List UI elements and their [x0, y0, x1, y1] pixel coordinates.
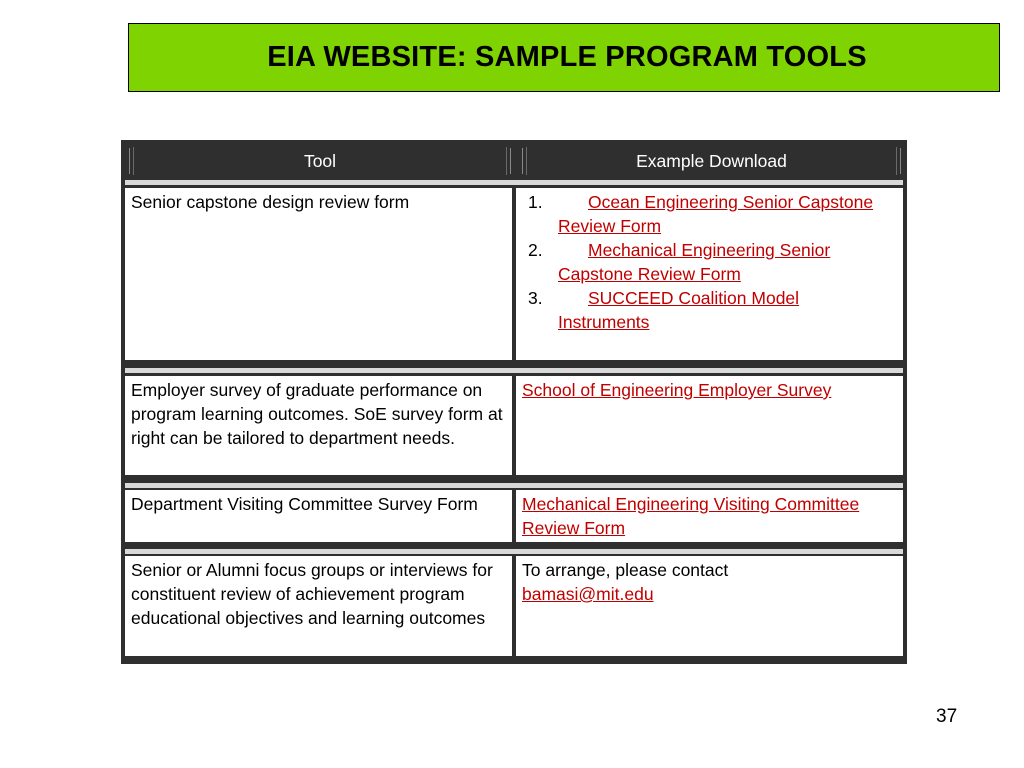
row-separator [125, 549, 903, 554]
table-row-4-download [516, 556, 903, 656]
mechanical-engineering-capstone-link[interactable]: Mechanical Engineering Senior Capstone Review Form [558, 240, 831, 284]
table-row-2-download [516, 376, 903, 475]
table-row-1-download [516, 188, 903, 360]
tool-text: Department Visiting Committee Survey Form [131, 494, 478, 514]
contact-email-link[interactable]: bamasi@mit.edu [522, 584, 654, 604]
table-row-1-tool [125, 188, 512, 360]
list-item [522, 286, 895, 334]
employer-survey-link[interactable]: School of Engineering Employer Survey [522, 380, 832, 400]
ocean-engineering-capstone-link[interactable]: Ocean Engineering Senior Capstone Review Form [558, 192, 874, 236]
list-number: 1. [528, 192, 543, 212]
table-row-3-tool [125, 490, 512, 542]
list-number: 2. [528, 240, 543, 260]
table-row-2-tool [125, 376, 512, 475]
tool-text: Senior or Alumni focus groups or interviews for constituent review of achievement program educational objectives and learning outcomes [131, 560, 493, 628]
row-separator [125, 368, 903, 373]
tool-text: Senior capstone design review form [131, 192, 410, 212]
list-number: 3. [528, 288, 543, 308]
title-banner [128, 23, 1000, 92]
succeed-coalition-link[interactable]: SUCCEED Coalition Model Instruments [558, 288, 800, 332]
slide-number: 37 [936, 706, 958, 727]
header-tool-label: Tool [303, 150, 337, 171]
header-download [522, 148, 901, 174]
download-list [522, 190, 895, 334]
table-row-3-download [516, 490, 903, 542]
row-separator [125, 483, 903, 488]
list-item [522, 190, 895, 238]
slide-title: EIA WEBSITE: SAMPLE PROGRAM TOOLS [267, 41, 867, 73]
contact-text: To arrange, please contact [522, 560, 729, 580]
tool-text: Employer survey of graduate performance on program learning outcomes. SoE survey form at right can be tailored to department needs. [131, 380, 503, 448]
header-download-label: Example Download [636, 150, 787, 171]
row-separator [125, 180, 903, 185]
header-tool [129, 148, 511, 174]
program-tools-table [121, 140, 907, 664]
table-row-4-tool [125, 556, 512, 656]
visiting-committee-link[interactable]: Mechanical Engineering Visiting Committee Review Form [522, 494, 860, 538]
list-item [522, 238, 895, 286]
